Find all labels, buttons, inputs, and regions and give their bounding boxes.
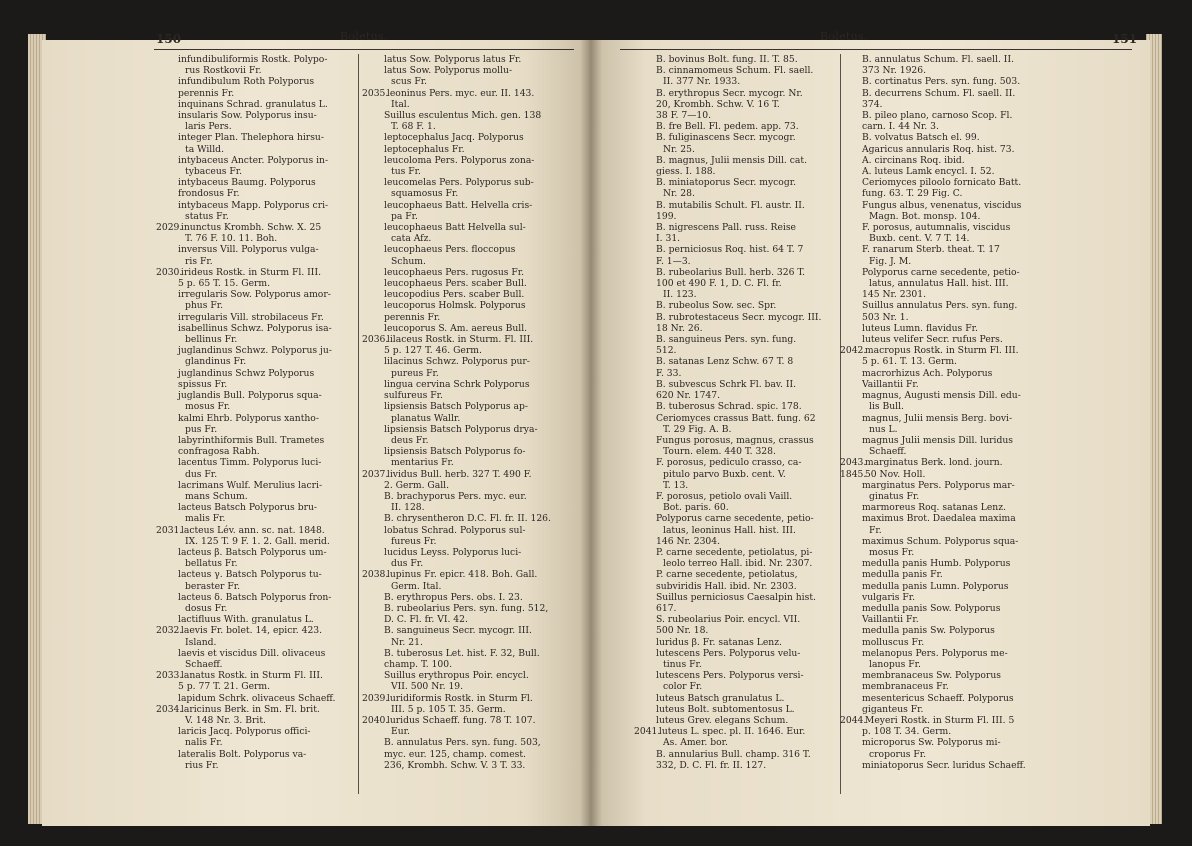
text-line: luridus β. Fr. satanas Lenz. [656, 636, 782, 648]
text-line: luteus Batsch granulatus L. [656, 692, 785, 704]
text-line: perennis Fr. [178, 87, 235, 99]
entry-number: 2035. [362, 87, 389, 99]
text-line: V. 148 Nr. 3. Brit. [185, 714, 266, 726]
left-running-head: Boletus. [340, 30, 388, 43]
text-line: B. erythropus Pers. obs. I. 23. [384, 591, 523, 603]
text-line: 2035. leoninus Pers. myc. eur. II. 143. [362, 87, 535, 99]
text-line: As. Amer. bor. [663, 737, 728, 749]
text-line: II. 123. [663, 289, 697, 301]
text-line: melanopus Pers. Polyporus me- [862, 647, 1008, 659]
text-line: pureus Fr. [391, 367, 439, 379]
text-line: Nr. 21. [391, 636, 423, 648]
text-line: laevis et viscidus Dill. olivaceus [178, 647, 326, 659]
text-line: B. rubeolarius Bull. herb. 326 T. [656, 266, 806, 278]
text-line: giess. I. 188. [656, 166, 716, 178]
text-line: VII. 500 Nr. 19. [391, 681, 464, 693]
text-line: frondosus Fr. [178, 188, 240, 200]
left-page-column-1 [156, 54, 358, 771]
text-line: 332, D. C. Fl. fr. II. 127. [656, 759, 767, 771]
text-line: B. decurrens Schum. Fl. saell. II. [862, 87, 1016, 99]
entry-number: 2040. [362, 714, 389, 726]
text-line: subviridis Hall. ibid. Nr. 2303. [656, 580, 797, 592]
text-line: juglandinus Schwz Polyporus [178, 367, 315, 379]
text-line: status Fr. [185, 210, 229, 222]
text-line: Tourn. elem. 440 T. 328. [663, 446, 776, 458]
text-line: 2038. lupinus Fr. epicr. 418. Boh. Gall. [362, 569, 538, 581]
text-line: lacteus Batsch Polyporus bru- [178, 502, 317, 514]
right-header-rule [620, 49, 1132, 50]
text-line: Nr. 28. [663, 188, 695, 200]
text-line: 18 Nr. 26. [656, 322, 703, 334]
text-line: juglandinus Schwz. Polyporus ju- [178, 345, 332, 357]
text-line: S. rubeolarius Poir. encycl. VII. [656, 614, 801, 626]
text-line: B. erythropus Secr. mycogr. Nr. [656, 87, 803, 99]
text-line: B. sanguineus Pers. syn. fung. [656, 334, 797, 346]
right-page-column-1 [634, 54, 836, 771]
text-line: 20, Krombh. Schw. V. 16 T. [656, 98, 780, 110]
text-line: Ceriomyces piloolo fornicato Batt. [862, 177, 1022, 189]
text-line: 2041. luteus L. spec. pl. II. 1646. Eur. [634, 726, 806, 738]
text-line: medulla panis Sw. Polyporus [862, 625, 995, 637]
text-line: leucophaeus Batt Helvella sul- [384, 222, 526, 234]
text-line: 5 p. 127 T. 46. Germ. [384, 345, 482, 357]
text-line: 2042. macropus Rostk. in Sturm Fl. III. [840, 345, 1019, 357]
text-line: B. fre Bell. Fl. pedem. app. 73. [656, 121, 799, 133]
right-page-column-2 [840, 54, 1052, 771]
text-line: 512. [656, 345, 677, 357]
entry-number: 2032. [156, 625, 183, 637]
text-line: Agaricus annularis Roq. hist. 73. [862, 143, 1015, 155]
text-line: insularis Sow. Polyporus insu- [178, 110, 317, 122]
text-line: B. sanguineus Secr. mycogr. III. [384, 625, 532, 637]
text-line: lutescens Pers. Polyporus versi- [656, 670, 804, 682]
text-line: 2037. lividus Bull. herb. 327 T. 490 F. [362, 468, 532, 480]
text-line: 5 p. 77 T. 21. Germ. [178, 681, 271, 693]
text-line: Nr. 25. [663, 143, 695, 155]
text-line: pus Fr. [185, 423, 218, 435]
text-line: juglandis Bull. Polyporus squa- [178, 390, 322, 402]
text-line: 100 et 490 F. 1, D. C. Fl. fr. [656, 278, 782, 290]
text-line: nus L. [869, 423, 898, 435]
text-line: Suillus esculentus Mich. gen. 138 [384, 110, 542, 122]
text-line: 199. [656, 210, 677, 222]
text-line: kalmi Ehrb. Polyporus xantho- [178, 412, 319, 424]
text-line: sulfureus Fr. [384, 390, 443, 402]
text-line: p. 108 T. 34. Germ. [862, 726, 952, 738]
text-line: dus Fr. [185, 468, 218, 480]
text-line: II. 377 Nr. 1933. [663, 76, 741, 88]
text-line: pitulo parvo Buxb. cent. V. [663, 468, 786, 480]
text-line: spissus Fr. [178, 378, 228, 390]
left-header-rule [154, 49, 574, 50]
text-line: P. carne secedente, petiolatus, pi- [656, 546, 813, 558]
text-line: leucophaeus Pers. rugosus Fr. [384, 266, 525, 278]
text-line: 2036. lilaceus Rostk. in Sturm. Fl. III. [362, 334, 534, 346]
right-running-head: Boletus. [820, 30, 868, 43]
text-line: luteus velifer Secr. rufus Pers. [862, 334, 1003, 346]
text-line: 2039. luridiformis Rostk. in Sturm Fl. [362, 692, 533, 704]
text-line: lipsiensis Batsch Polyporus fo- [384, 446, 526, 458]
text-line: bellinus Fr. [185, 334, 238, 346]
text-line: Magn. Bot. monsp. 104. [869, 210, 981, 222]
text-line: leptocephalus Jacq. Polyporus [384, 132, 524, 144]
text-line: myc. eur. 125, champ. comest. [384, 748, 526, 760]
text-line: planatus Wallr. [391, 412, 461, 424]
text-line: infundibulum Roth Polyporus [178, 76, 315, 88]
text-line: B. volvatus Batsch el. 99. [862, 132, 980, 144]
text-line: B. rubeolus Sow. sec. Spr. [656, 300, 777, 312]
text-line: 2033. lanatus Rostk. in Sturm Fl. III. [156, 670, 323, 682]
text-line: Fig. J. M. [869, 255, 912, 267]
text-line: latus, leoninus Hall. hist. III. [663, 524, 796, 536]
text-line: mesentericus Schaeff. Polyporus [862, 692, 1014, 704]
text-line: Fungus porosus, magnus, crassus [656, 434, 814, 446]
text-line: lacteus γ. Batsch Polyporus tu- [178, 569, 322, 581]
text-line: IX. 125 T. 9 F. 1. 2. Gall. merid. [185, 535, 330, 547]
text-line: pa Fr. [391, 210, 418, 222]
entry-number: 2044. [840, 714, 867, 726]
text-line: lactifluus With. granulatus L. [178, 614, 314, 626]
text-line: lapidum Schrk. olivaceus Schaeff. [178, 692, 336, 704]
text-line: lanopus Fr. [869, 658, 921, 670]
text-line: B. cinnamomeus Schum. Fl. saell. [656, 65, 814, 77]
text-line: B. perniciosus Roq. hist. 64 T. 7 [656, 244, 804, 256]
text-line: T. 29 Fig. A. B. [663, 423, 732, 435]
text-line: F. porosus, autumnalis, viscidus [862, 222, 1011, 234]
text-line: irregularis Sow. Polyporus amor- [178, 289, 331, 301]
text-line: lobatus Schrad. Polyporus sul- [384, 524, 526, 536]
text-line: leucomelas Pers. Polyporus sub- [384, 177, 534, 189]
text-line: croporus Fr. [869, 748, 927, 760]
text-line: B. annulatus Schum. Fl. saell. II. [862, 54, 1014, 65]
text-line: II. 128. [391, 502, 425, 514]
text-line: Polyporus carne secedente, petio- [656, 513, 814, 525]
text-line: ris Fr. [185, 255, 213, 267]
text-line: 500 Nr. 18. [656, 625, 709, 637]
text-line: lingua cervina Schrk Polyporus [384, 378, 530, 390]
text-line: leucophaeus Pers. floccopus [384, 244, 516, 256]
text-line: 145 Nr. 2301. [862, 289, 927, 301]
text-line: 2043. marginatus Berk. lond. journ. [840, 457, 1003, 469]
text-line: leucophaeus Batt. Helvella cris- [384, 199, 533, 211]
entry-number: 2029. [156, 222, 183, 234]
text-line: lacteus δ. Batsch Polyporus fron- [178, 591, 332, 603]
text-line: F. porosus, pediculo crasso, ca- [656, 457, 802, 469]
text-line: inquinans Schrad. granulatus L. [178, 98, 328, 110]
text-line: irregularis Vill. strobilaceus Fr. [178, 311, 324, 323]
text-line: microporus Sw. Polyporus mi- [862, 737, 1001, 749]
text-line: perennis Fr. [384, 311, 441, 323]
text-line: molluscus Fr. [862, 636, 925, 648]
entry-number: 2033. [156, 670, 183, 682]
text-line: lacteus β. Batsch Polyporus um- [178, 546, 327, 558]
text-line: marginatus Pers. Polyporus mar- [862, 479, 1015, 491]
text-line: 2044. Meyeri Rostk. in Sturm Fl. III. 5 [840, 714, 1015, 726]
text-line: B. tuberosus Schrad. spic. 178. [656, 401, 802, 413]
text-line: T. 13. [663, 479, 689, 491]
text-line: mentarius Fr. [391, 457, 454, 469]
text-line: Suillus perniciosus Caesalpin hist. [656, 591, 816, 603]
text-line: lucidus Leyss. Polyporus luci- [384, 546, 522, 558]
text-line: confragosa Rabh. [178, 446, 260, 458]
text-line: Island. [185, 636, 217, 648]
text-line: beraster Fr. [185, 580, 241, 592]
text-line: magnus, Augusti mensis Dill. edu- [862, 390, 1021, 402]
text-line: Germ. Ital. [391, 580, 442, 592]
text-line: 2. Germ. Gall. [384, 479, 450, 491]
entry-number: 2036. [362, 334, 389, 346]
text-line: luteus Lumn. flavidus Fr. [862, 322, 978, 334]
text-line: intybaceus Ancter. Polyporus in- [178, 154, 329, 166]
entry-number: 2030. [156, 266, 183, 278]
text-line: medulla panis Humb. Polyporus [862, 558, 1011, 570]
text-line: marmoreus Roq. satanas Lenz. [862, 502, 1006, 514]
text-line: Polyporus carne secedente, petio- [862, 266, 1020, 278]
text-line: lilacinus Schwz. Polyporus pur- [384, 356, 530, 368]
text-line: 2030. irideus Rostk. in Sturm Fl. III. [156, 266, 321, 278]
text-line: dus Fr. [391, 558, 424, 570]
text-line: magnus Julii mensis Dill. luridus [862, 434, 1013, 446]
text-line: Suillus erythropus Poir. encycl. [384, 670, 529, 682]
book-gutter [580, 40, 602, 826]
text-line: 236, Krombh. Schw. V. 3 T. 33. [384, 759, 526, 771]
text-line: infundibuliformis Rostk. Polypo- [178, 54, 328, 65]
text-line: miniatoporus Secr. luridus Schaeff. [862, 759, 1026, 771]
text-line: maximus Schum. Polyporus squa- [862, 535, 1019, 547]
text-line: latus Sow. Polyporus latus Fr. [384, 54, 522, 65]
text-line: leucoloma Pers. Polyporus zona- [384, 154, 535, 166]
entry-number: 2034. [156, 703, 183, 715]
text-line: intybaceus Mapp. Polyporus cri- [178, 199, 329, 211]
text-line: Fr. [869, 524, 882, 536]
text-line: inversus Vill. Polyporus vulga- [178, 244, 319, 256]
text-line: 5 p. 65 T. 15. Germ. [178, 278, 271, 290]
text-line: ta Willd. [185, 143, 224, 155]
text-line: Bot. paris. 60. [663, 502, 729, 514]
text-line: labyrinthiformis Bull. Trametes [178, 434, 325, 446]
text-line: maximus Brot. Daedalea maxima [862, 513, 1016, 525]
text-line: lis Bull. [869, 401, 904, 413]
left-column-divider [358, 54, 359, 794]
text-line: T. 76 F. 10. 11. Boh. [185, 233, 278, 245]
text-line: Eur. [391, 726, 410, 738]
text-line: tus Fr. [391, 166, 421, 178]
entry-number: 2037. [362, 468, 389, 480]
text-line: medulla panis Fr. [862, 569, 943, 581]
text-line: F. ranarum Sterb. theat. T. 17 [862, 244, 1000, 256]
text-line: rius Fr. [185, 759, 219, 771]
text-line: malis Fr. [185, 513, 226, 525]
text-line: mosus Fr. [869, 546, 915, 558]
text-line: leucophaeus Pers. scaber Bull. [384, 278, 527, 290]
text-line: F. porosus, petiolo ovali Vaill. [656, 490, 793, 502]
text-line: carn. I. 44 Nr. 3. [862, 121, 939, 133]
text-line: B. subvescus Schrk Fl. bav. II. [656, 378, 797, 390]
text-line: B. brachyporus Pers. myc. eur. [384, 490, 527, 502]
text-line: color Fr. [663, 681, 703, 693]
text-line: scus Fr. [391, 76, 428, 88]
text-line: Vaillantii Fr. [862, 614, 919, 626]
text-line: lacrimans Wulf. Merulius lacri- [178, 479, 323, 491]
text-line: latus, annulatus Hall. hist. III. [869, 278, 1009, 290]
text-line: 38 F. 7—10. [656, 110, 712, 122]
text-line: ginatus Fr. [869, 490, 920, 502]
text-line: Ital. [391, 98, 410, 110]
text-line: F. 33. [656, 367, 682, 379]
text-line: dosus Fr. [185, 602, 228, 614]
text-line: lacentus Timm. Polyporus luci- [178, 457, 322, 469]
text-line: fung. 63. T. 29 Fig. C. [862, 188, 963, 200]
text-line: leucoporus Holmsk. Polyporus [384, 300, 526, 312]
text-line: tinus Fr. [663, 658, 702, 670]
left-page-column-2 [362, 54, 574, 771]
text-line: intybaceus Baumg. Polyporus [178, 177, 316, 189]
text-line: rus Rostkovii Fr. [185, 65, 262, 77]
text-line: B. annularius Bull. champ. 316 T. [656, 748, 811, 760]
text-line: A. circinans Roq. ibid. [862, 154, 965, 166]
text-line: 2032. laevis Fr. bolet. 14, epicr. 423. [156, 625, 323, 637]
text-line: leucopodius Pers. scaber Bull. [384, 289, 525, 301]
text-line: squamosus Fr. [391, 188, 459, 200]
text-line: bellatus Fr. [185, 558, 238, 570]
text-line: D. C. Fl. fr. VI. 42. [384, 614, 468, 626]
text-line: Fungus albus, venenatus, viscidus [862, 199, 1022, 211]
entry-number: 1845. [840, 468, 867, 480]
text-line: membranaceus Fr. [862, 681, 949, 693]
text-line: Buxb. cent. V. 7 T. 14. [869, 233, 970, 245]
text-line: Suillus annulatus Pers. syn. fung. [862, 300, 1018, 312]
text-line: 373 Nr. 1926. [862, 65, 927, 77]
text-line: medulla panis Sow. Polyporus [862, 602, 1001, 614]
text-line: 2034. laricinus Berk. in Sm. Fl. brit. [156, 703, 320, 715]
text-line: medulla panis Lumn. Polyporus [862, 580, 1009, 592]
text-line: fureus Fr. [391, 535, 437, 547]
text-line: 2031. lacteus Lév. ann. sc. nat. 1848. [156, 524, 325, 536]
text-line: 2029. inunctus Krombh. Schw. X. 25 [156, 222, 322, 234]
text-line: isabellinus Schwz. Polyporus isa- [178, 322, 332, 334]
text-line: Ceriomyces crassus Batt. fung. 62 [656, 412, 816, 424]
text-line: Schaeff. [869, 446, 907, 458]
text-line: mosus Fr. [185, 401, 231, 413]
text-line: phus Fr. [185, 300, 224, 312]
entry-number: 2038. [362, 569, 389, 581]
text-line: B. tuberosus Let. hist. F. 32, Bull. [384, 647, 540, 659]
text-line: giganteus Fr. [862, 703, 924, 715]
text-line: B. mutabilis Schult. Fl. austr. II. [656, 199, 805, 211]
text-line: 1845. 50 Nov. Holl. [840, 468, 926, 480]
text-line: magnus, Julii mensis Berg. bovi- [862, 412, 1013, 424]
text-line: lateralis Bolt. Polyporus va- [178, 748, 307, 760]
entry-number: 2041. [634, 726, 661, 738]
text-line: B. pileo plano, carnoso Scop. Fl. [862, 110, 1013, 122]
text-line: leptocephalus Fr. [384, 143, 465, 155]
text-line: B. nigrescens Pall. russ. Reise [656, 222, 796, 234]
text-line: A. luteus Lamk encycl. I. 52. [862, 166, 995, 178]
text-line: T. 68 F. 1. [391, 121, 436, 133]
text-line: Schaeff. [185, 658, 223, 670]
text-line: lipsiensis Batsch Polyporus ap- [384, 401, 528, 413]
text-line: leolo terreo Hall. ibid. Nr. 2307. [663, 558, 813, 570]
text-line: laris Pers. [185, 121, 232, 133]
text-line: F. 1—3. [656, 255, 691, 267]
text-line: lutescens Pers. Polyporus velu- [656, 647, 801, 659]
text-line: B. satanas Lenz Schw. 67 T. 8 [656, 356, 794, 368]
text-line: B. annulatus Pers. syn. fung. 503, [384, 737, 541, 749]
text-line: mans Schum. [185, 490, 248, 502]
text-line: B. rubeolarius Pers. syn. fung. 512, [384, 602, 549, 614]
text-line: 146 Nr. 2304. [656, 535, 721, 547]
text-line: latus Sow. Polyporus mollu- [384, 65, 513, 77]
text-line: nalis Fr. [185, 737, 223, 749]
text-line: 5 p. 61. T. 13. Germ. [862, 356, 957, 368]
text-line: luteus Grev. elegans Schum. [656, 714, 789, 726]
text-line: lipsiensis Batsch Polyporus drya- [384, 423, 538, 435]
text-line: B. cortinatus Pers. syn. fung. 503. [862, 76, 1021, 88]
text-line: 374. [862, 98, 883, 110]
text-line: B. chrysentheron D.C. Fl. fr. II. 126. [384, 513, 551, 525]
text-line: membranaceus Sw. Polyporus [862, 670, 1001, 682]
text-line: I. 31. [656, 233, 681, 245]
left-page-number: 150 [156, 32, 182, 46]
text-line: 617. [656, 602, 677, 614]
right-page-number: 151 [1112, 32, 1138, 46]
entry-number: 2031. [156, 524, 183, 536]
text-line: cata Afz. [391, 233, 432, 245]
text-line: macrorhizus Ach. Polyporus [862, 367, 993, 379]
text-line: P. carne secedente, petiolatus, [656, 569, 798, 581]
text-line: B. miniatoporus Secr. mycogr. [656, 177, 797, 189]
text-line: 503 Nr. 1. [862, 311, 909, 323]
entry-number: 2039. [362, 692, 389, 704]
text-line: leucoporus S. Am. aereus Bull. [384, 322, 528, 334]
text-line: luteus Bolt. subtomentosus L. [656, 703, 795, 715]
text-line: integer Plan. Thelephora hirsu- [178, 132, 324, 144]
text-line: deus Fr. [391, 434, 429, 446]
text-line: B. fuliginascens Secr. mycogr. [656, 132, 796, 144]
text-line: vulgaris Fr. [862, 591, 916, 603]
entry-number: 2042. [840, 345, 867, 357]
entry-number: 2043. [840, 457, 867, 469]
text-line: B. rubrotestaceus Secr. mycogr. III. [656, 311, 822, 323]
text-line: B. magnus, Julii mensis Dill. cat. [656, 154, 808, 166]
text-line: laricis Jacq. Polyporus offici- [178, 726, 311, 738]
text-line: tybaceus Fr. [185, 166, 243, 178]
text-line: glandinus Fr. [185, 356, 247, 368]
text-line: Vaillantii Fr. [862, 378, 919, 390]
right-column-divider [840, 54, 841, 794]
text-line: 620 Nr. 1747. [656, 390, 721, 402]
text-line: Schum. [391, 255, 426, 267]
text-line: champ. T. 100. [384, 658, 453, 670]
text-line: B. bovinus Bolt. fung. II. T. 85. [656, 54, 798, 65]
text-line: III. 5 p. 105 T. 35. Germ. [391, 703, 506, 715]
text-line: 2040. luridus Schaeff. fung. 78 T. 107. [362, 714, 536, 726]
